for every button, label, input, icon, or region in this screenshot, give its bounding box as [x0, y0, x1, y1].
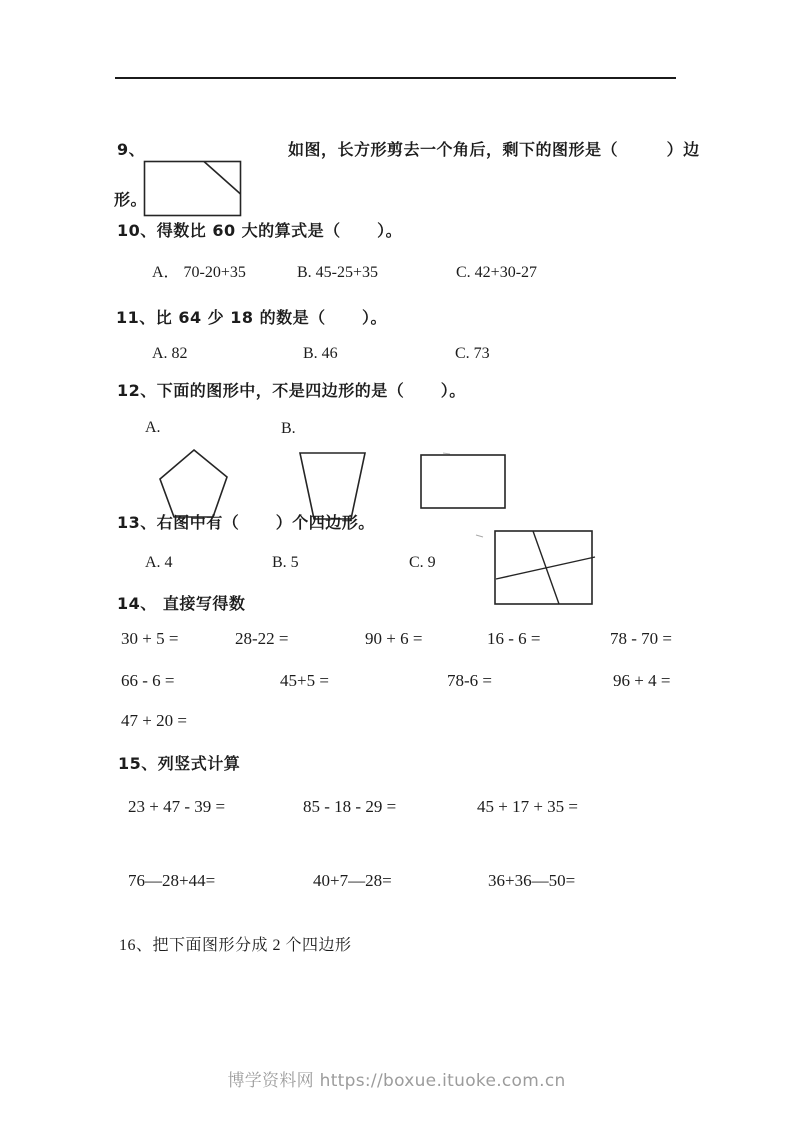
q14-eq-5: 78 - 70 = — [610, 629, 672, 648]
q13-title: 13、右图中有（ ）个四边形。 — [117, 513, 375, 532]
q12-shape-label-b: B. — [281, 420, 296, 437]
q12-title: 12、下面的图形中，不是四边形的是（ ）。 — [117, 381, 466, 400]
q14-eq-1: 30 + 5 = — [121, 629, 179, 648]
q13-quadrilateral-count-figure — [474, 488, 600, 646]
q11-title: 11、比 64 少 18 的数是（ ）。 — [116, 308, 388, 327]
q13-option-c: C. 9 — [409, 554, 436, 571]
q13-option-a: A. 4 — [145, 554, 173, 571]
q15-eq-1: 23 + 47 - 39 = — [128, 797, 226, 816]
q10-option-a: A． 70-20+35 — [152, 264, 246, 281]
q15-eq-6: 36+36—50= — [488, 871, 576, 890]
q12-shape-label-a: A. — [145, 419, 161, 436]
q9-number: 9、 — [117, 140, 146, 159]
q14-eq-7: 45+5 = — [280, 671, 329, 690]
q14-eq-2: 28-22 = — [235, 629, 289, 648]
q10-option-c: C. 42+30-27 — [456, 264, 538, 281]
q12-pentagon-figure — [158, 408, 230, 558]
q15-title: 15、列竖式计算 — [118, 754, 241, 773]
q15-eq-3: 45 + 17 + 35 = — [477, 797, 579, 816]
q15-eq-4: 76—28+44= — [128, 871, 216, 890]
q15-eq-2: 85 - 18 - 29 = — [303, 797, 397, 816]
q9-text-line1: 如图，长方形剪去一个角后，剩下的图形是（ ）边 — [288, 140, 700, 159]
q11-option-b: B. 46 — [303, 345, 338, 362]
q14-eq-6: 66 - 6 = — [121, 671, 175, 690]
q11-option-a: A. 82 — [152, 345, 188, 362]
q16-title: 16、把下面图形分成 2 个四边形 — [119, 937, 352, 954]
q12-trapezoid-figure — [294, 412, 370, 560]
footer-watermark: 博学资料网 https://boxue.ituoke.com.cn — [227, 1071, 566, 1091]
q10-option-b: B. 45-25+35 — [297, 264, 379, 281]
q14-eq-9: 96 + 4 = — [613, 671, 671, 690]
q13-option-b: B. 5 — [272, 554, 299, 571]
q11-option-c: C. 73 — [455, 345, 490, 362]
q14-eq-8: 78-6 = — [447, 671, 492, 690]
q14-eq-3: 90 + 6 = — [365, 629, 423, 648]
q15-eq-5: 40+7—28= — [313, 871, 392, 890]
q14-title: 14、 直接写得数 — [117, 594, 246, 613]
q10-title: 10、得数比 60 大的算式是（ ）。 — [117, 221, 403, 240]
q9-text-line2: 形。 — [114, 190, 148, 209]
top-divider-line — [115, 77, 676, 79]
q14-eq-4: 16 - 6 = — [487, 629, 541, 648]
q14-eq-10: 47 + 20 = — [121, 711, 187, 730]
